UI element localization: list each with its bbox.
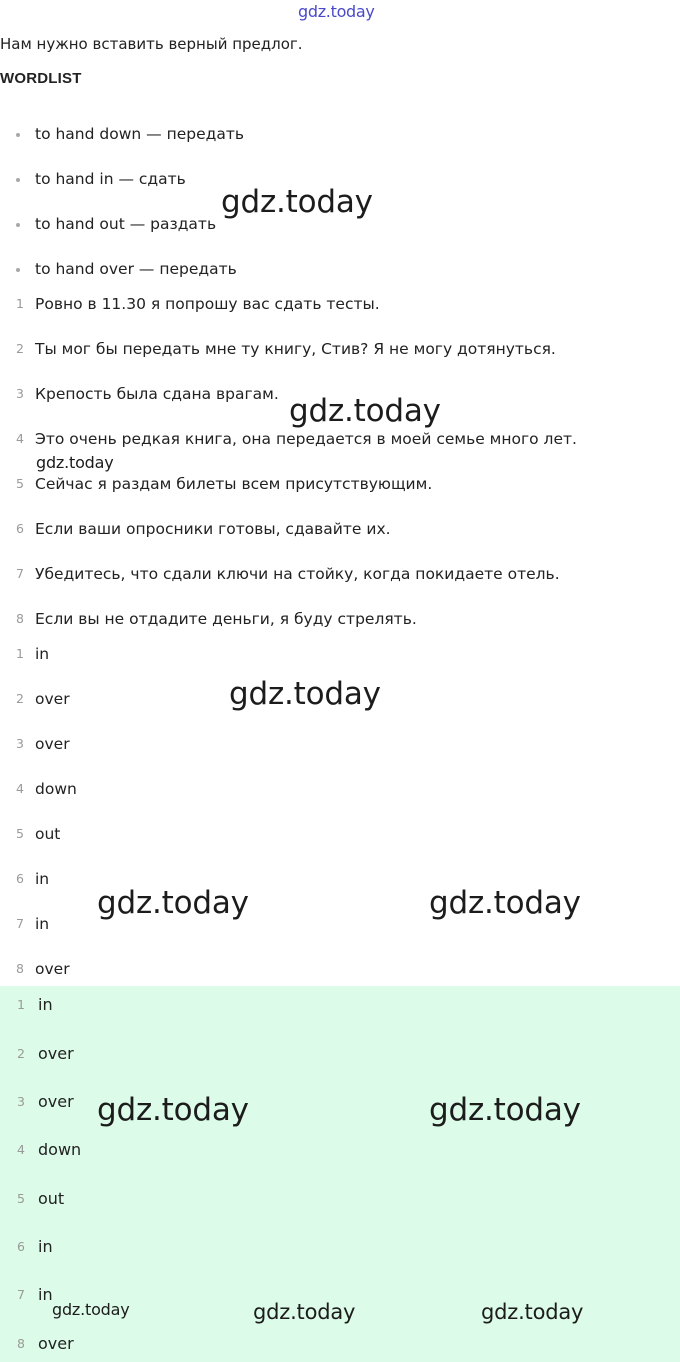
answer-number: 1 <box>17 997 25 1012</box>
sentence-number: 8 <box>16 611 24 626</box>
watermark: gdz.today <box>429 885 581 921</box>
answer-item <box>0 1237 680 1257</box>
answer-number: 6 <box>16 871 24 886</box>
sentence-text: Убедитесь, что сдали ключи на стойку, когда покидаете отель. <box>35 565 560 583</box>
watermark: gdz.today <box>429 1092 581 1128</box>
answer-number: 1 <box>16 646 24 661</box>
watermark: gdz.today <box>97 885 249 921</box>
sentence-item <box>0 519 680 539</box>
sentence-number: 7 <box>16 566 24 581</box>
sentence-text: Сейчас я раздам билеты всем присутствующим. <box>35 475 433 493</box>
watermark: gdz.today <box>481 1300 584 1324</box>
answer-text: out <box>38 1189 65 1208</box>
bullet-icon <box>16 268 20 272</box>
wordlist-item-text: to hand out — раздать <box>35 215 217 233</box>
watermark: gdz.today <box>253 1300 356 1324</box>
sentence-item <box>0 609 680 629</box>
answer-item <box>0 644 680 664</box>
answer-text: in <box>38 995 53 1014</box>
wordlist-item-text: to hand over — передать <box>35 260 237 278</box>
bullet-icon <box>16 133 20 137</box>
watermark: gdz.today <box>221 184 373 220</box>
sentence-number: 5 <box>16 476 24 491</box>
sentence-item <box>0 339 680 359</box>
answer-number: 8 <box>16 961 24 976</box>
sentence-item <box>0 294 680 314</box>
sentence-number: 2 <box>16 341 24 356</box>
sentence-item <box>0 429 680 449</box>
bullet-icon <box>16 178 20 182</box>
answer-item <box>0 1044 680 1064</box>
wordlist-item <box>0 124 680 144</box>
sentence-item <box>0 564 680 584</box>
answer-number: 2 <box>16 691 24 706</box>
answer-number: 6 <box>17 1239 25 1254</box>
wordlist-item-text: to hand down — передать <box>35 125 245 143</box>
answer-number: 2 <box>17 1046 25 1061</box>
answer-number: 5 <box>16 826 24 841</box>
answer-number: 4 <box>17 1142 25 1157</box>
answer-text: in <box>38 1285 53 1304</box>
answer-item <box>0 1140 680 1160</box>
answer-item <box>0 1334 680 1354</box>
answer-number: 3 <box>16 736 24 751</box>
answer-text: in <box>35 870 50 888</box>
answer-text: over <box>38 1092 74 1111</box>
answer-text: down <box>35 780 77 798</box>
sentence-number: 1 <box>16 296 24 311</box>
top-watermark: gdz.today <box>298 2 375 21</box>
answer-item <box>0 824 680 844</box>
answer-number: 7 <box>17 1287 25 1302</box>
wordlist-heading: WORDLIST <box>0 70 82 87</box>
answer-item <box>0 779 680 799</box>
answer-text: out <box>35 825 61 843</box>
answer-text: in <box>35 645 50 663</box>
answer-number: 4 <box>16 781 24 796</box>
answer-text: in <box>38 1237 53 1256</box>
answer-text: in <box>35 915 50 933</box>
sentence-text: Если вы не отдадите деньги, я буду стрелять. <box>35 610 417 628</box>
answer-item <box>0 959 680 979</box>
sentence-text: Ты мог бы передать мне ту книгу, Стив? Я не могу дотянуться. <box>35 340 556 358</box>
answer-text: over <box>35 735 70 753</box>
answer-item <box>0 995 680 1015</box>
sentence-number: 4 <box>16 431 24 446</box>
bullet-icon <box>16 223 20 227</box>
answer-text: over <box>35 960 70 978</box>
answer-number: 8 <box>17 1336 25 1351</box>
watermark: gdz.today <box>36 453 114 472</box>
answer-item <box>0 1189 680 1209</box>
sentence-text: Ровно в 11.30 я попрошу вас сдать тесты. <box>35 295 380 313</box>
answer-text: down <box>38 1140 82 1159</box>
wordlist-item-text: to hand in — сдать <box>35 170 186 188</box>
sentence-text: Если ваши опросники готовы, сдавайте их. <box>35 520 391 538</box>
sentence-item <box>0 474 680 494</box>
sentence-number: 3 <box>16 386 24 401</box>
sentence-text: Крепость была сдана врагам. <box>35 385 279 403</box>
intro-text: Нам нужно вставить верный предлог. <box>0 35 303 53</box>
answer-number: 5 <box>17 1191 25 1206</box>
watermark: gdz.today <box>289 393 441 429</box>
answer-text: over <box>38 1044 74 1063</box>
sentence-text: Это очень редкая книга, она передается в моей семье много лет. <box>35 430 577 448</box>
watermark: gdz.today <box>229 676 381 712</box>
watermark: gdz.today <box>97 1092 249 1128</box>
answer-number: 3 <box>17 1094 25 1109</box>
answer-text: over <box>35 690 70 708</box>
answer-item <box>0 734 680 754</box>
sentence-number: 6 <box>16 521 24 536</box>
watermark: gdz.today <box>52 1300 130 1319</box>
answer-number: 7 <box>16 916 24 931</box>
wordlist-item <box>0 259 680 279</box>
answer-text: over <box>38 1334 74 1353</box>
